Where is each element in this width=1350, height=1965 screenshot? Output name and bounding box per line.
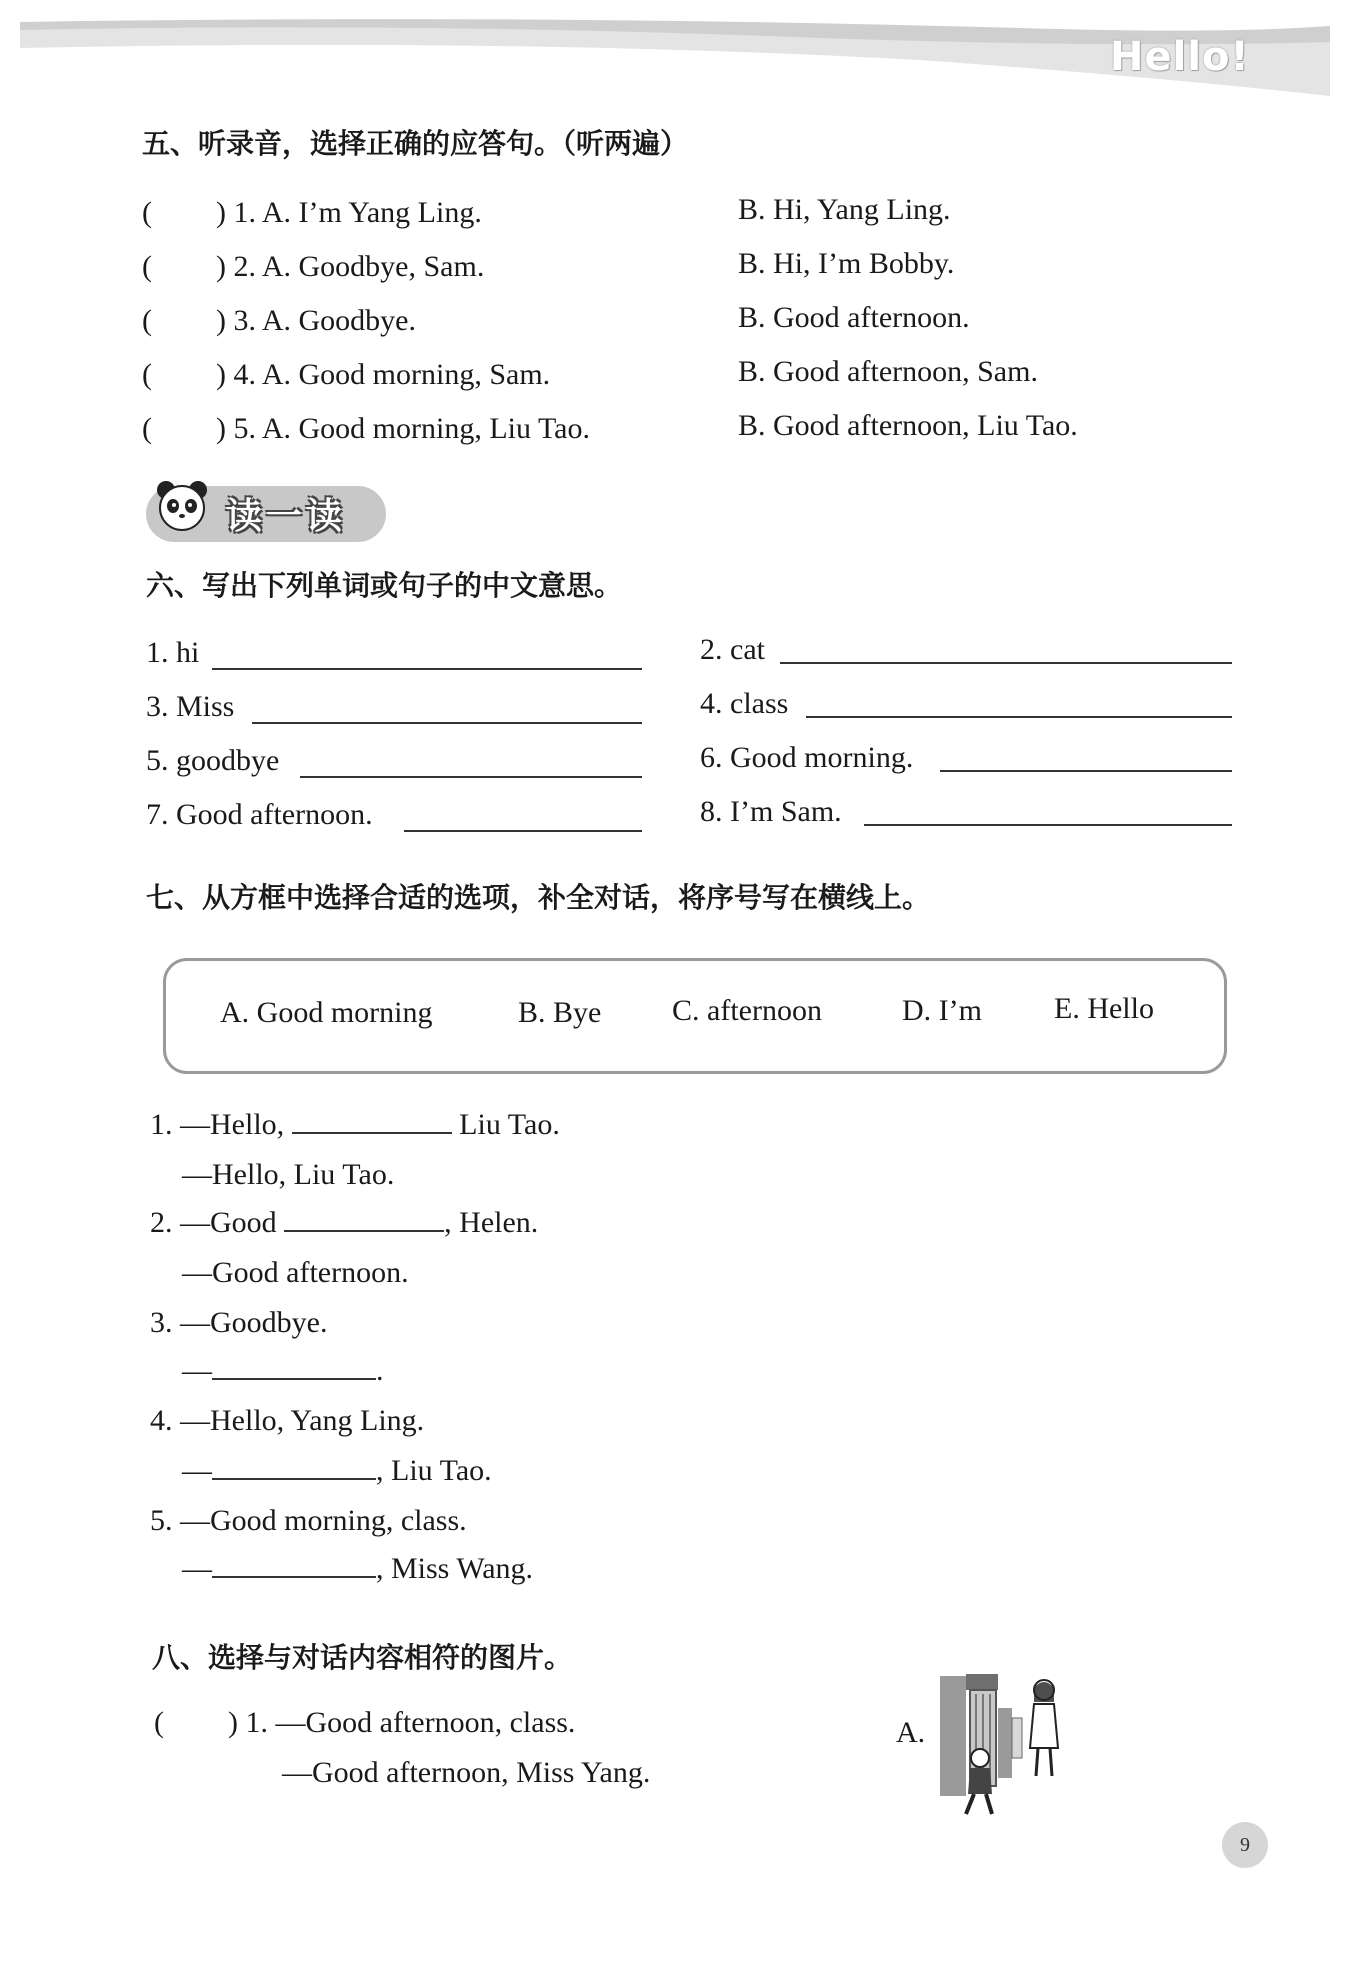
- dialog5-dash: —: [182, 1552, 212, 1585]
- answer-paren: (: [142, 358, 152, 391]
- dialog4-line1: 4. —Hello, Yang Ling.: [150, 1404, 425, 1437]
- answer-line: [212, 668, 642, 670]
- read-banner-title: 读一读: [226, 496, 347, 537]
- answer-paren: (: [142, 304, 152, 337]
- s6-item4: 4. class: [700, 687, 789, 720]
- s5-item4-right: B. Good afternoon, Sam.: [738, 355, 1038, 388]
- option-a: A. Good morning: [220, 996, 433, 1029]
- dialog2-line1: [150, 1206, 538, 1240]
- s5-item4-left: ) 4. A. Good morning, Sam.: [216, 358, 551, 391]
- s6-item2: 2. cat: [700, 633, 765, 666]
- answer-blank: [212, 1354, 376, 1380]
- answer-line: [252, 722, 642, 724]
- answer-line: [300, 776, 642, 778]
- s5-item1-left: ) 1. A. I’m Yang Ling.: [216, 196, 482, 229]
- s5-item2-left: ) 2. A. Goodbye, Sam.: [216, 250, 485, 283]
- classroom-scene-image: [930, 1668, 1070, 1818]
- section8-title: 八、选择与对话内容相符的图片。: [152, 1641, 573, 1674]
- dialog4-reply: [182, 1454, 492, 1488]
- dialog5-reply: [182, 1552, 533, 1586]
- answer-blank: [284, 1206, 444, 1232]
- dialog3-reply: [182, 1354, 384, 1388]
- page-number: 9: [1222, 1822, 1268, 1868]
- section7-title: 七、从方框中选择合适的选项，补全对话，将序号写在横线上。: [146, 881, 931, 914]
- s5-item2-right: B. Hi, I’m Bobby.: [738, 247, 955, 280]
- section6-title: 六、写出下列单词或句子的中文意思。: [146, 569, 623, 602]
- header-hello-tag: Hello!: [1110, 34, 1250, 80]
- answer-line: [404, 830, 642, 832]
- panda-icon: [152, 478, 212, 538]
- s6-item1: 1. hi: [146, 636, 200, 669]
- dialog1-prefix: 1. —Hello,: [150, 1108, 285, 1141]
- s8-item1-line1: ) 1. —Good afternoon, class.: [228, 1706, 576, 1739]
- answer-line: [806, 716, 1232, 718]
- dialog2-tail: , Helen.: [444, 1206, 539, 1239]
- option-b: B. Bye: [518, 996, 602, 1029]
- dialog1-line1: [150, 1108, 560, 1142]
- s8-item1-line2: —Good afternoon, Miss Yang.: [282, 1756, 651, 1789]
- s5-item5-right: B. Good afternoon, Liu Tao.: [738, 409, 1078, 442]
- section5-title: 五、听录音，选择正确的应答句。（听两遍）: [142, 127, 689, 160]
- dialog4-tail: , Liu Tao.: [376, 1454, 492, 1487]
- s5-item3-left: ) 3. A. Goodbye.: [216, 304, 416, 337]
- s5-item3-right: B. Good afternoon.: [738, 301, 970, 334]
- answer-line: [940, 770, 1232, 772]
- picture-label-a: A.: [896, 1716, 926, 1749]
- answer-paren: (: [142, 196, 152, 229]
- answer-blank: [212, 1552, 376, 1578]
- dialog3-line1: 3. —Goodbye.: [150, 1306, 328, 1339]
- dialog4-dash: —: [182, 1454, 212, 1487]
- option-d: D. I’m: [902, 994, 982, 1027]
- option-e: E. Hello: [1054, 992, 1154, 1025]
- dialog2-reply: —Good afternoon.: [182, 1256, 409, 1289]
- answer-line: [864, 824, 1232, 826]
- s6-item8: 8. I’m Sam.: [700, 795, 842, 828]
- answer-blank: [212, 1454, 376, 1480]
- dialog1-reply: —Hello, Liu Tao.: [182, 1158, 395, 1191]
- answer-paren: (: [142, 412, 152, 445]
- s6-item5: 5. goodbye: [146, 744, 280, 777]
- s6-item7: 7. Good afternoon.: [146, 798, 373, 831]
- dialog5-tail: , Miss Wang.: [376, 1552, 534, 1585]
- dialog2-prefix: 2. —Good: [150, 1206, 277, 1239]
- dialog3-dash: —: [182, 1354, 212, 1387]
- s5-item1-right: B. Hi, Yang Ling.: [738, 193, 951, 226]
- s6-item6: 6. Good morning.: [700, 741, 914, 774]
- answer-paren: (: [142, 250, 152, 283]
- answer-paren: (: [154, 1706, 164, 1739]
- s6-item3: 3. Miss: [146, 690, 235, 723]
- answer-line: [780, 662, 1232, 664]
- s5-item5-left: ) 5. A. Good morning, Liu Tao.: [216, 412, 590, 445]
- option-c: C. afternoon: [672, 994, 822, 1027]
- dialog1-tail: Liu Tao.: [459, 1108, 560, 1141]
- answer-blank: [292, 1108, 452, 1134]
- dialog3-tail: .: [376, 1354, 384, 1387]
- dialog5-line1: 5. —Good morning, class.: [150, 1504, 467, 1537]
